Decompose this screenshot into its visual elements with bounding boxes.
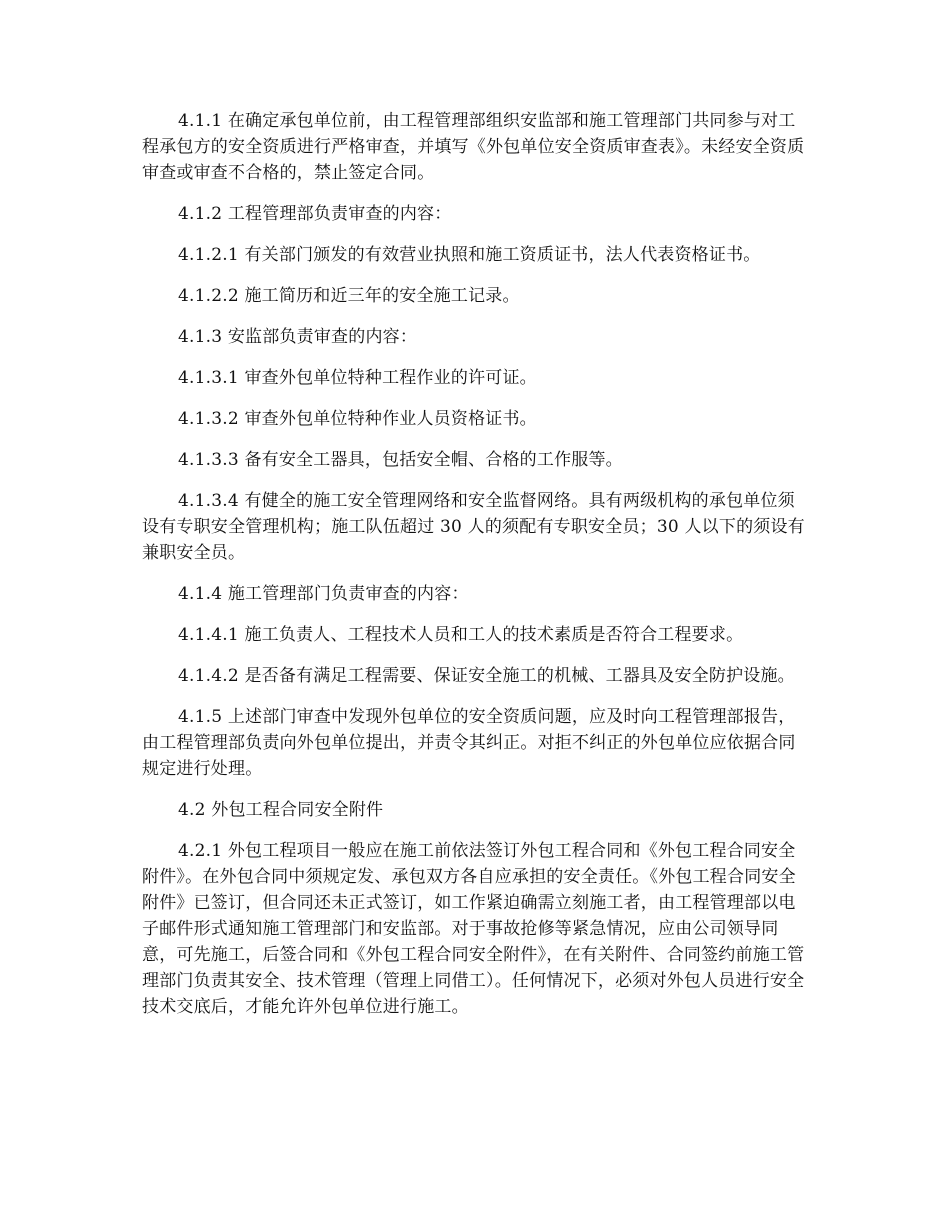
paragraph-4-1-3: 4.1.3 安监部负责审查的内容： (178, 327, 418, 347)
paragraph-4-1-3-4: 4.1.3.4 有健全的施工安全管理网络和安全监督网络。具有两级机构的承包单位须设有专职安全管理机构；施工队伍超过 30 人的须配有专职安全员；30 人以下的须设有兼职安全员。 (142, 491, 805, 563)
paragraph-4-1-2: 4.1.2 工程管理部负责审查的内容： (178, 204, 452, 224)
paragraph-4-2-1: 4.2.1 外包工程项目一般应在施工前依法签订外包工程合同和《外包工程合同安全附件》。在外包合同中须规定发、承包双方各自应承担的安全责任。《外包工程合同安全附件》已签订，但合同还未正式签订，如工作紧迫确需立刻施工者，由工程管理部以电子邮件形式通知施工管理部门和安监部。对于事故抢修等紧急情况，应由公司领导同意，可先施工，后签合同和《外包工程合同安全附件》，在有关附件、合同签约前施工管理部门负责其安全、技术管理（管理上同借工）。任何情况下，必须对外包人员进行安全技术交底后，才能允许外包单位进行施工。 (142, 841, 805, 1017)
paragraph-4-1-1: 4.1.1 在确定承包单位前，由工程管理部组织安监部和施工管理部门共同参与对工程承包方的安全资质进行严格审查，并填写《外包单位安全资质审查表》。未经安全资质审查或审查不合格的，禁止签定合同。 (142, 111, 805, 183)
paragraph-4-1-4-1: 4.1.4.1 施工负责人、工程技术人员和工人的技术素质是否符合工程要求。 (178, 625, 744, 645)
paragraph-4-1-3-1: 4.1.3.1 审查外包单位特种工程作业的许可证。 (178, 368, 537, 388)
paragraph-4-1-3-2: 4.1.3.2 审查外包单位特种作业人员资格证书。 (178, 409, 537, 429)
paragraph-4-1-5: 4.1.5 上述部门审查中发现外包单位的安全资质问题，应及时向工程管理部报告，由工程管理部负责向外包单位提出，并责令其纠正。对拒不纠正的外包单位应依据合同规定进行处理。 (142, 707, 796, 779)
paragraph-4-1-2-1: 4.1.2.1 有关部门颁发的有效营业执照和施工资质证书，法人代表资格证书。 (178, 245, 761, 265)
paragraph-4-1-3-3: 4.1.3.3 备有安全工器具，包括安全帽、合格的工作服等。 (178, 450, 623, 470)
document-body (142, 108, 812, 1035)
section-heading-4-2: 4.2 外包工程合同安全附件 (178, 800, 384, 820)
paragraph-4-1-2-2: 4.1.2.2 施工简历和近三年的安全施工记录。 (178, 286, 520, 306)
paragraph-4-1-4-2: 4.1.4.2 是否备有满足工程需要、保证安全施工的机械、工器具及安全防护设施。 (178, 666, 795, 686)
paragraph-4-1-4: 4.1.4 施工管理部门负责审查的内容： (178, 584, 469, 604)
